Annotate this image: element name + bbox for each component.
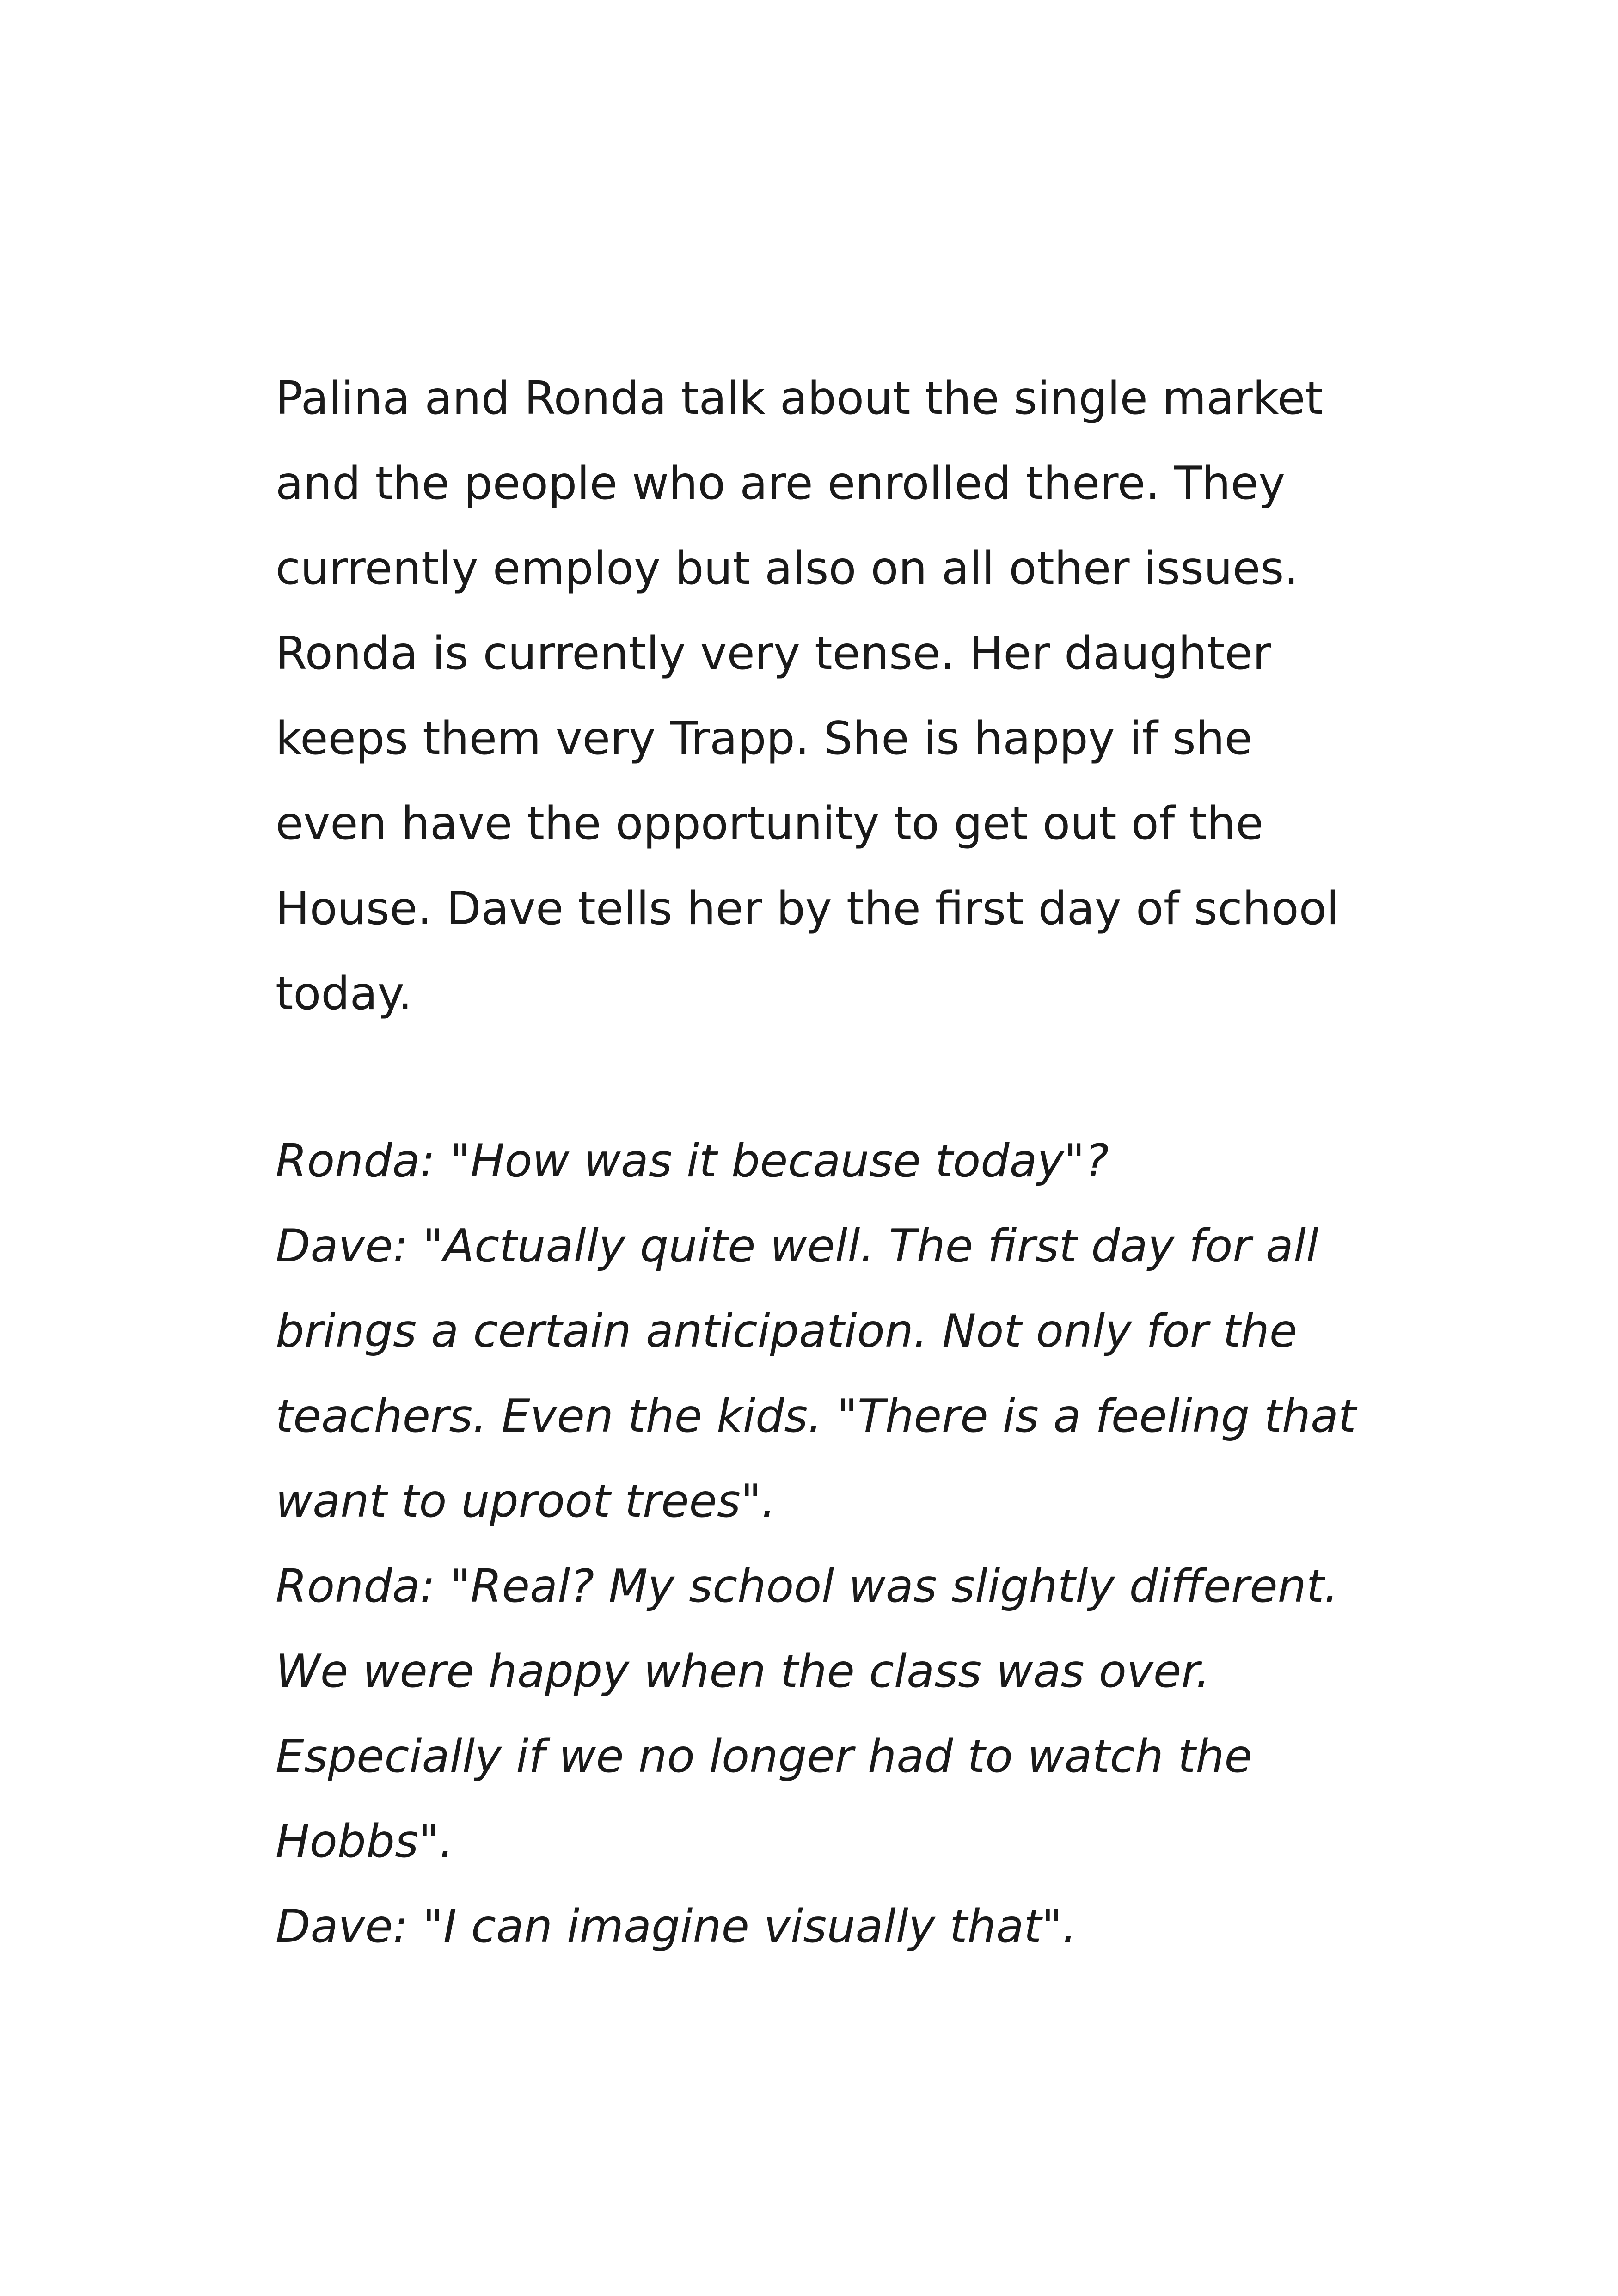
narrative-line: Ronda is currently very tense. Her daughter [276, 627, 1271, 680]
dialogue-line: Dave: "I can imagine visually that". [276, 1900, 1077, 1953]
dialogue-line: Especially if we no longer had to watch the [276, 1730, 1252, 1783]
dialogue-line: teachers. Even the kids. "There is a feeling that [276, 1390, 1356, 1443]
dialogue-line: Dave: "Actually quite well. The first day for all [276, 1220, 1319, 1273]
narrative-line: even have the opportunity to get out of the [276, 797, 1264, 850]
narrative-line: keeps them very Trapp. She is happy if she [276, 712, 1253, 765]
narrative-paragraph [276, 356, 1385, 1036]
narrative-line: today. [276, 967, 412, 1020]
dialogue-section [276, 1119, 1385, 1969]
narrative-line: House. Dave tells her by the first day of school [276, 882, 1339, 935]
narrative-line: Palina and Ronda talk about the single market [276, 372, 1323, 425]
narrative-line: currently employ but also on all other issues. [276, 542, 1299, 595]
narrative-line: and the people who are enrolled there. They [276, 457, 1286, 510]
dialogue-line: Hobbs". [276, 1815, 454, 1868]
dialogue-line: want to uproot trees". [276, 1475, 776, 1528]
dialogue-line: brings a certain anticipation. Not only for the [276, 1305, 1298, 1358]
dialogue-line: We were happy when the class was over. [276, 1645, 1210, 1698]
dialogue-line: Ronda: "Real? My school was slightly different. [276, 1560, 1339, 1613]
dialogue-line: Ronda: "How was it because today"? [276, 1135, 1109, 1188]
